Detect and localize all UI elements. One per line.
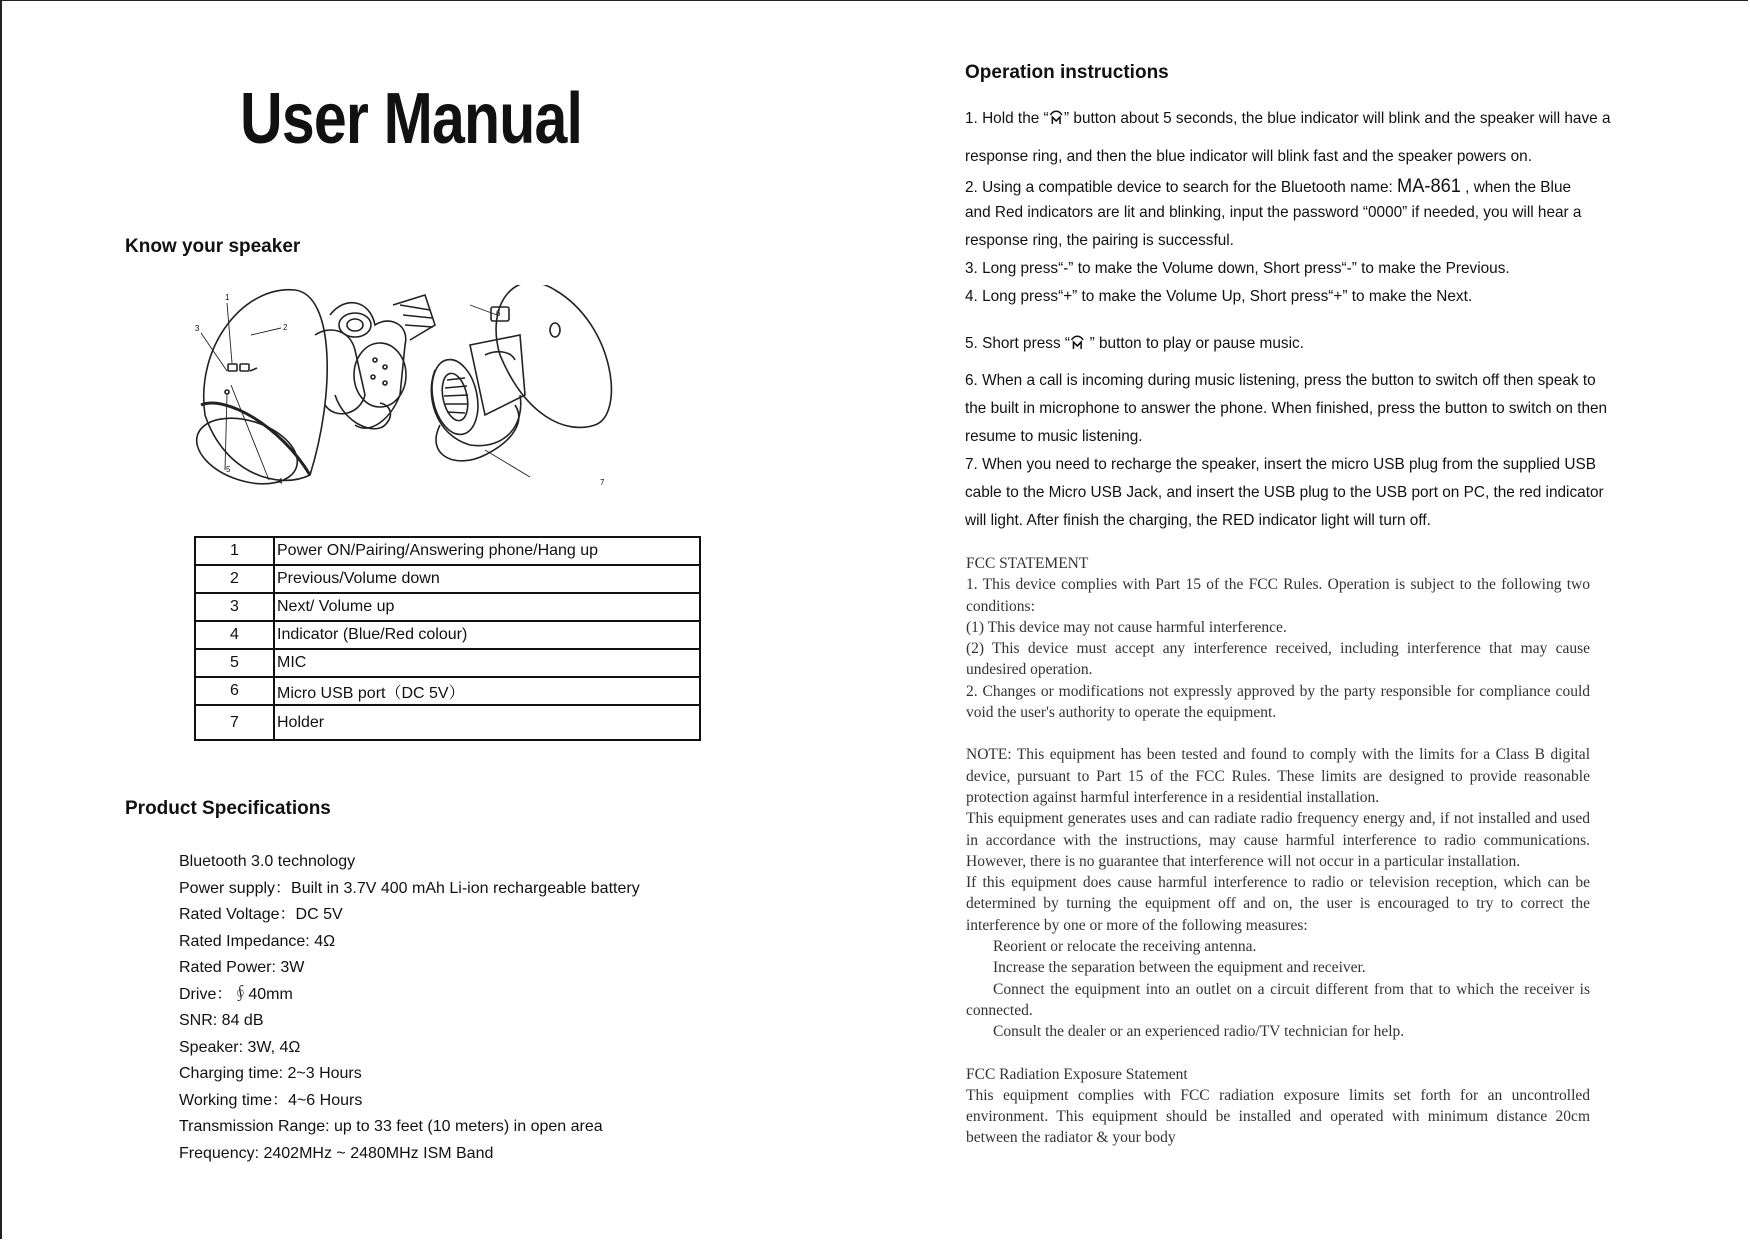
part-description: Power ON/Pairing/Answering phone/Hang up: [274, 537, 700, 565]
op-text: 1. Hold the “: [965, 110, 1049, 127]
part-description: Previous/Volume down: [274, 565, 700, 593]
spec-item: Frequency: 2402MHz ~ 2480MHz ISM Band: [179, 1144, 494, 1162]
part-description: MIC: [274, 649, 700, 677]
speaker-diagram: [185, 285, 685, 495]
fcc-measure: Connect the equipment into an outlet on a circuit different from that to which the receiver is connected.: [966, 980, 1590, 1019]
op-text: , when the Blue: [1460, 179, 1572, 196]
product-specs-heading: Product Specifications: [125, 798, 331, 819]
op-text: 2. Using a compatible device to search for the Bluetooth name:: [965, 179, 1398, 196]
table-row: [195, 705, 700, 740]
part-number: 2: [195, 565, 274, 593]
diagram-label-6: 6: [496, 309, 501, 318]
spec-item: Power supply：Built in 3.7V 400 mAh Li-ion rechargeable battery: [179, 879, 640, 897]
fcc-heading: FCC STATEMENT: [966, 555, 1089, 572]
op-step-2: [965, 176, 1571, 198]
part-number: 4: [195, 621, 274, 649]
diagram-label-4: 4: [278, 477, 283, 486]
op-line: response ring, and then the blue indicator will blink fast and the speaker powers on.: [965, 148, 1532, 165]
bluetooth-name: MA-861: [1397, 176, 1461, 197]
diagram-label-1: 1: [225, 293, 230, 302]
op-step-1: [965, 109, 1610, 128]
fcc-radiation-heading: FCC Radiation Exposure Statement: [966, 1065, 1188, 1083]
table-row: [195, 537, 700, 565]
spec-item: Rated Voltage：DC 5V: [179, 906, 343, 923]
part-description: Next/ Volume up: [274, 593, 700, 621]
fcc-paragraph: This equipment generates uses and can radiate radio frequency energy and, if not installed and used in accordance with the instructions, may cause harmful interference to radio communications. However, there is no guarantee that interference will not occur in a particular installation.: [966, 810, 1590, 870]
fcc-note: NOTE: This equipment has been tested and found to comply with the limits for a Class B digital device, pursuant to Part 15 of the FCC Rules. These limits are designed to provide reasonable protection against harmful interference in a residential installation.: [966, 746, 1590, 806]
spec-item: Working time：4~6 Hours: [179, 1091, 363, 1109]
part-number: 1: [195, 537, 274, 565]
parts-table: [194, 536, 701, 741]
op-line: will light. After finish the charging, the RED indicator light will turn off.: [965, 512, 1431, 529]
op-step-3: 3. Long press“-” to make the Volume down, Short press“-” to make the Previous.: [965, 260, 1510, 277]
table-row: [195, 677, 700, 705]
specs-list: [179, 849, 640, 1167]
spec-item: Speaker: 3W, 4Ω: [179, 1038, 301, 1056]
spec-item: Rated Power: 3W: [179, 959, 305, 976]
fcc-paragraph: (2) This device must accept any interference received, including interference that may cause undesired operation.: [966, 640, 1590, 679]
multifunction-button-icon: [1049, 109, 1064, 125]
fcc-paragraph: 2. Changes or modifications not expressly approved by the party responsible for compliance could void the user's authority to operate the equipment.: [966, 682, 1590, 722]
op-text: 5. Short press “: [965, 335, 1070, 352]
diagram-label-7: 7: [600, 478, 605, 487]
fcc-statement: [966, 553, 1590, 1149]
spec-item: Charging time: 2~3 Hours: [179, 1065, 362, 1082]
fcc-measure: Reorient or relocate the receiving antenna.: [993, 938, 1257, 956]
spec-item: Transmission Range: up to 33 feet (10 meters) in open area: [179, 1118, 603, 1135]
op-step-7: 7. When you need to recharge the speaker, insert the micro USB plug from the supplied USB: [965, 456, 1596, 473]
fcc-measure: Increase the separation between the equipment and receiver.: [993, 959, 1366, 977]
op-text: ” button to play or pause music.: [1085, 335, 1304, 352]
part-number: 3: [195, 593, 274, 621]
know-speaker-heading: Know your speaker: [125, 236, 301, 257]
part-description: Micro USB port（DC 5V）: [274, 677, 700, 705]
diagram-label-5: 5: [226, 465, 231, 474]
manual-title: User Manual: [240, 79, 583, 159]
op-line: the built in microphone to answer the phone. When finished, press the button to switch on then: [965, 400, 1608, 417]
fcc-measure: Consult the dealer or an experienced radio/TV technician for help.: [993, 1023, 1405, 1041]
op-line: cable to the Micro USB Jack, and insert the USB plug to the USB port on PC, the red indicator: [965, 484, 1604, 501]
fcc-paragraph: If this equipment does cause harmful interference to radio or television reception, which can be determined by turning the equipment off and on, the user is encouraged to try to correct the interference by one or more of the following measures:: [966, 874, 1590, 934]
op-line: and Red indicators are lit and blinking, input the password “0000” if needed, you will hear a: [965, 204, 1582, 221]
op-step-4: 4. Long press“+” to make the Volume Up, Short press“+” to make the Next.: [965, 288, 1473, 305]
part-number: 5: [195, 649, 274, 677]
spec-item: Rated Impedance: 4Ω: [179, 932, 336, 950]
table-row: [195, 649, 700, 677]
spec-item: Bluetooth 3.0 technology: [179, 853, 356, 870]
table-row: [195, 593, 700, 621]
op-line: response ring, the pairing is successful.: [965, 232, 1234, 249]
op-text: ” button about 5 seconds, the blue indicator will blink and the speaker will have a: [1064, 110, 1611, 127]
op-step-5: [965, 334, 1304, 353]
part-description: Indicator (Blue/Red colour): [274, 621, 700, 649]
part-number: 6: [195, 677, 274, 705]
part-number: 7: [195, 705, 274, 740]
fcc-paragraph: 1. This device complies with Part 15 of the FCC Rules. Operation is subject to the following two conditions:: [966, 576, 1590, 615]
diagram-label-3: 3: [195, 324, 200, 333]
diagram-label-2: 2: [283, 323, 288, 332]
multifunction-button-icon: [1070, 334, 1085, 350]
spec-item: Drive：∮40mm: [179, 985, 293, 1003]
fcc-paragraph: (1) This device may not cause harmful interference.: [966, 618, 1287, 636]
spec-item: SNR: 84 dB: [179, 1012, 264, 1029]
fcc-radiation-text: This equipment complies with FCC radiation exposure limits set forth for an uncontrolled environment. This equipment should be installed and operated with minimum distance 20cm between the radiator & your body: [966, 1086, 1590, 1147]
part-description: Holder: [274, 705, 700, 740]
operation-heading: Operation instructions: [965, 62, 1169, 83]
op-line: resume to music listening.: [965, 428, 1143, 445]
op-step-6: 6. When a call is incoming during music listening, press the button to switch off then speak to: [965, 372, 1596, 389]
table-row: [195, 621, 700, 649]
table-row: [195, 565, 700, 593]
